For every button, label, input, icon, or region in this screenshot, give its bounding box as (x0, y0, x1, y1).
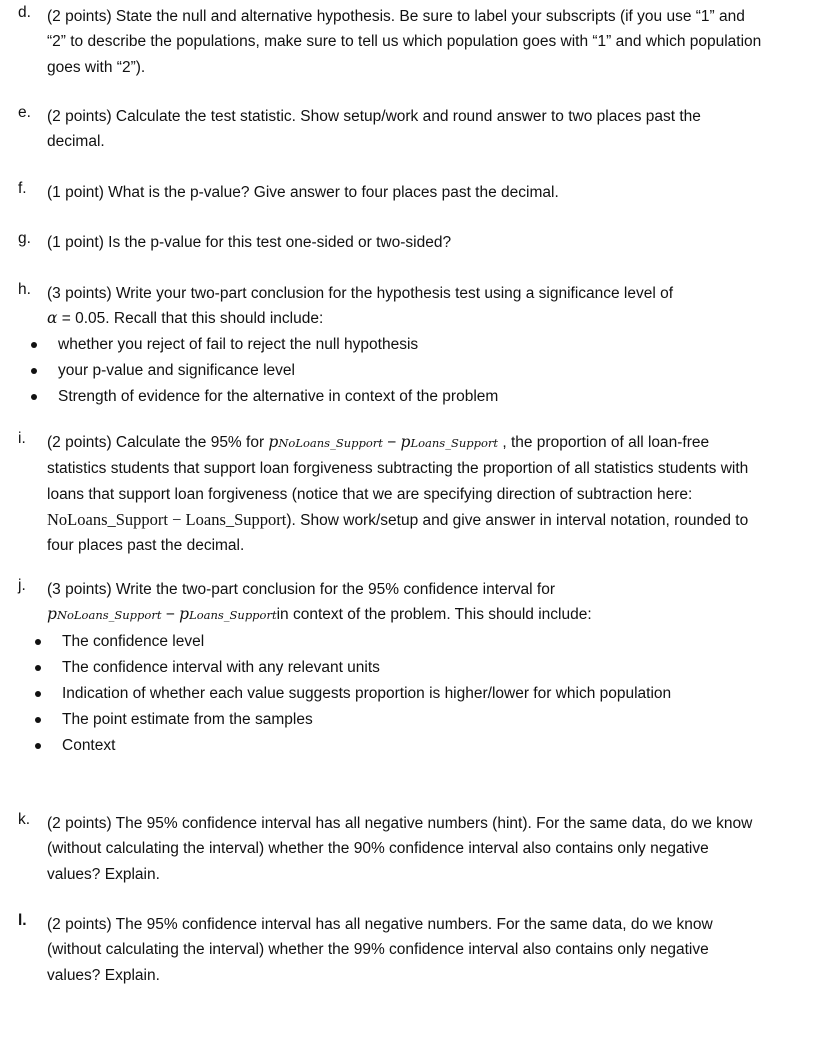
bullet-icon (35, 639, 41, 645)
question-text (47, 281, 762, 332)
bullet-list (0, 332, 814, 410)
question-d (0, 4, 814, 80)
proportion-symbol: p (47, 605, 57, 624)
question-letter: l. (18, 912, 27, 929)
bullet-icon (31, 368, 37, 374)
question-letter: f. (18, 180, 27, 197)
proportion-symbol: p (400, 433, 411, 451)
list-item: whether you reject of fail to reject the null hypothesis (0, 332, 814, 358)
question-letter: i. (18, 430, 26, 447)
question-letter: k. (18, 811, 31, 828)
bullet-icon (35, 743, 41, 749)
question-e (0, 104, 814, 155)
question-text-part: (3 points) Write your two-part conclusion for the hypothesis test using a significance level of (47, 285, 674, 302)
question-i (0, 430, 814, 558)
list-item: your p-value and significance level (0, 358, 814, 384)
proportion-symbol: p (268, 433, 279, 451)
bullet-icon (35, 665, 41, 671)
question-text: (1 point) What is the p-value? Give answer to four places past the decimal. (47, 184, 559, 201)
subtraction-expression: NoLoans_Support − Loans_Support (47, 509, 287, 529)
question-text: (2 points) Calculate the test statistic. Show setup/work and round answer to two places past the decimal. (47, 108, 701, 151)
question-k (0, 811, 814, 887)
question-text: (2 points) The 95% confidence interval has all negative numbers. For the same data, do we know (without calculating the interval) whether the 99% confidence interval also contains only negative values? Explain. (47, 916, 713, 984)
bullet-icon (35, 691, 41, 697)
question-letter: j. (18, 577, 26, 594)
question-h (0, 281, 814, 410)
bullet-list (0, 629, 814, 759)
bullet-icon (35, 717, 41, 723)
question-letter: g. (18, 230, 31, 247)
question-text: (2 points) The 95% confidence interval has all negative numbers (hint). For the same data, do we know (without calculating the interval) whether the 90% confidence interval also contains only negative values? Explain. (47, 815, 753, 883)
list-item: The point estimate from the samples (0, 707, 814, 733)
question-letter: d. (18, 4, 31, 21)
subscript: NoLoans_Support (56, 608, 162, 623)
question-text: (2 points) Calculate the 95% for pNoLoans_Support − pLoans_Support , the proportion of all loan-free statistics students that support loan forgiveness subtracting the proportion of all statistics students with loans that support loan forgiveness (notice that we are specifying direction of subtraction here: NoLoans_Support − Loans_Support). Show work/setup and give answer in interval notation, rounded to four places past the decimal. (47, 433, 749, 555)
list-item: Context (0, 733, 814, 759)
list-item: The confidence interval with any relevant units (0, 655, 814, 681)
question-text: (3 points) Write the two-part conclusion for the 95% confidence interval for pNoLoans_Support − pLoans_Supportin context of the problem. This should include: (47, 581, 592, 624)
question-text: (1 point) Is the p-value for this test one-sided or two-sided? (47, 234, 452, 251)
question-f (0, 180, 814, 205)
bullet-icon (31, 394, 37, 400)
list-item: The confidence level (0, 629, 814, 655)
question-text-part: = 0.05. Recall that this should include: (57, 310, 324, 328)
question-letter: h. (18, 281, 31, 298)
question-g (0, 230, 814, 255)
question-l (0, 912, 814, 988)
subscript: NoLoans_Support (278, 436, 383, 450)
list-item: Indication of whether each value suggests proportion is higher/lower for which population (0, 681, 702, 707)
question-j (0, 577, 814, 759)
question-letter: e. (18, 104, 31, 121)
list-item: Strength of evidence for the alternative in context of the problem (0, 384, 814, 410)
alpha-symbol: α (47, 309, 58, 328)
subscript: Loans_Support (410, 436, 499, 450)
bullet-icon (31, 342, 37, 348)
proportion-symbol: p (179, 605, 190, 624)
subscript: Loans_Support (189, 608, 277, 623)
question-text: (2 points) State the null and alternative hypothesis. Be sure to label your subscripts (if you use “1” and “2” to describe the populations, make sure to tell us which population goes with “1” and which population goes with “2”). (47, 8, 762, 76)
